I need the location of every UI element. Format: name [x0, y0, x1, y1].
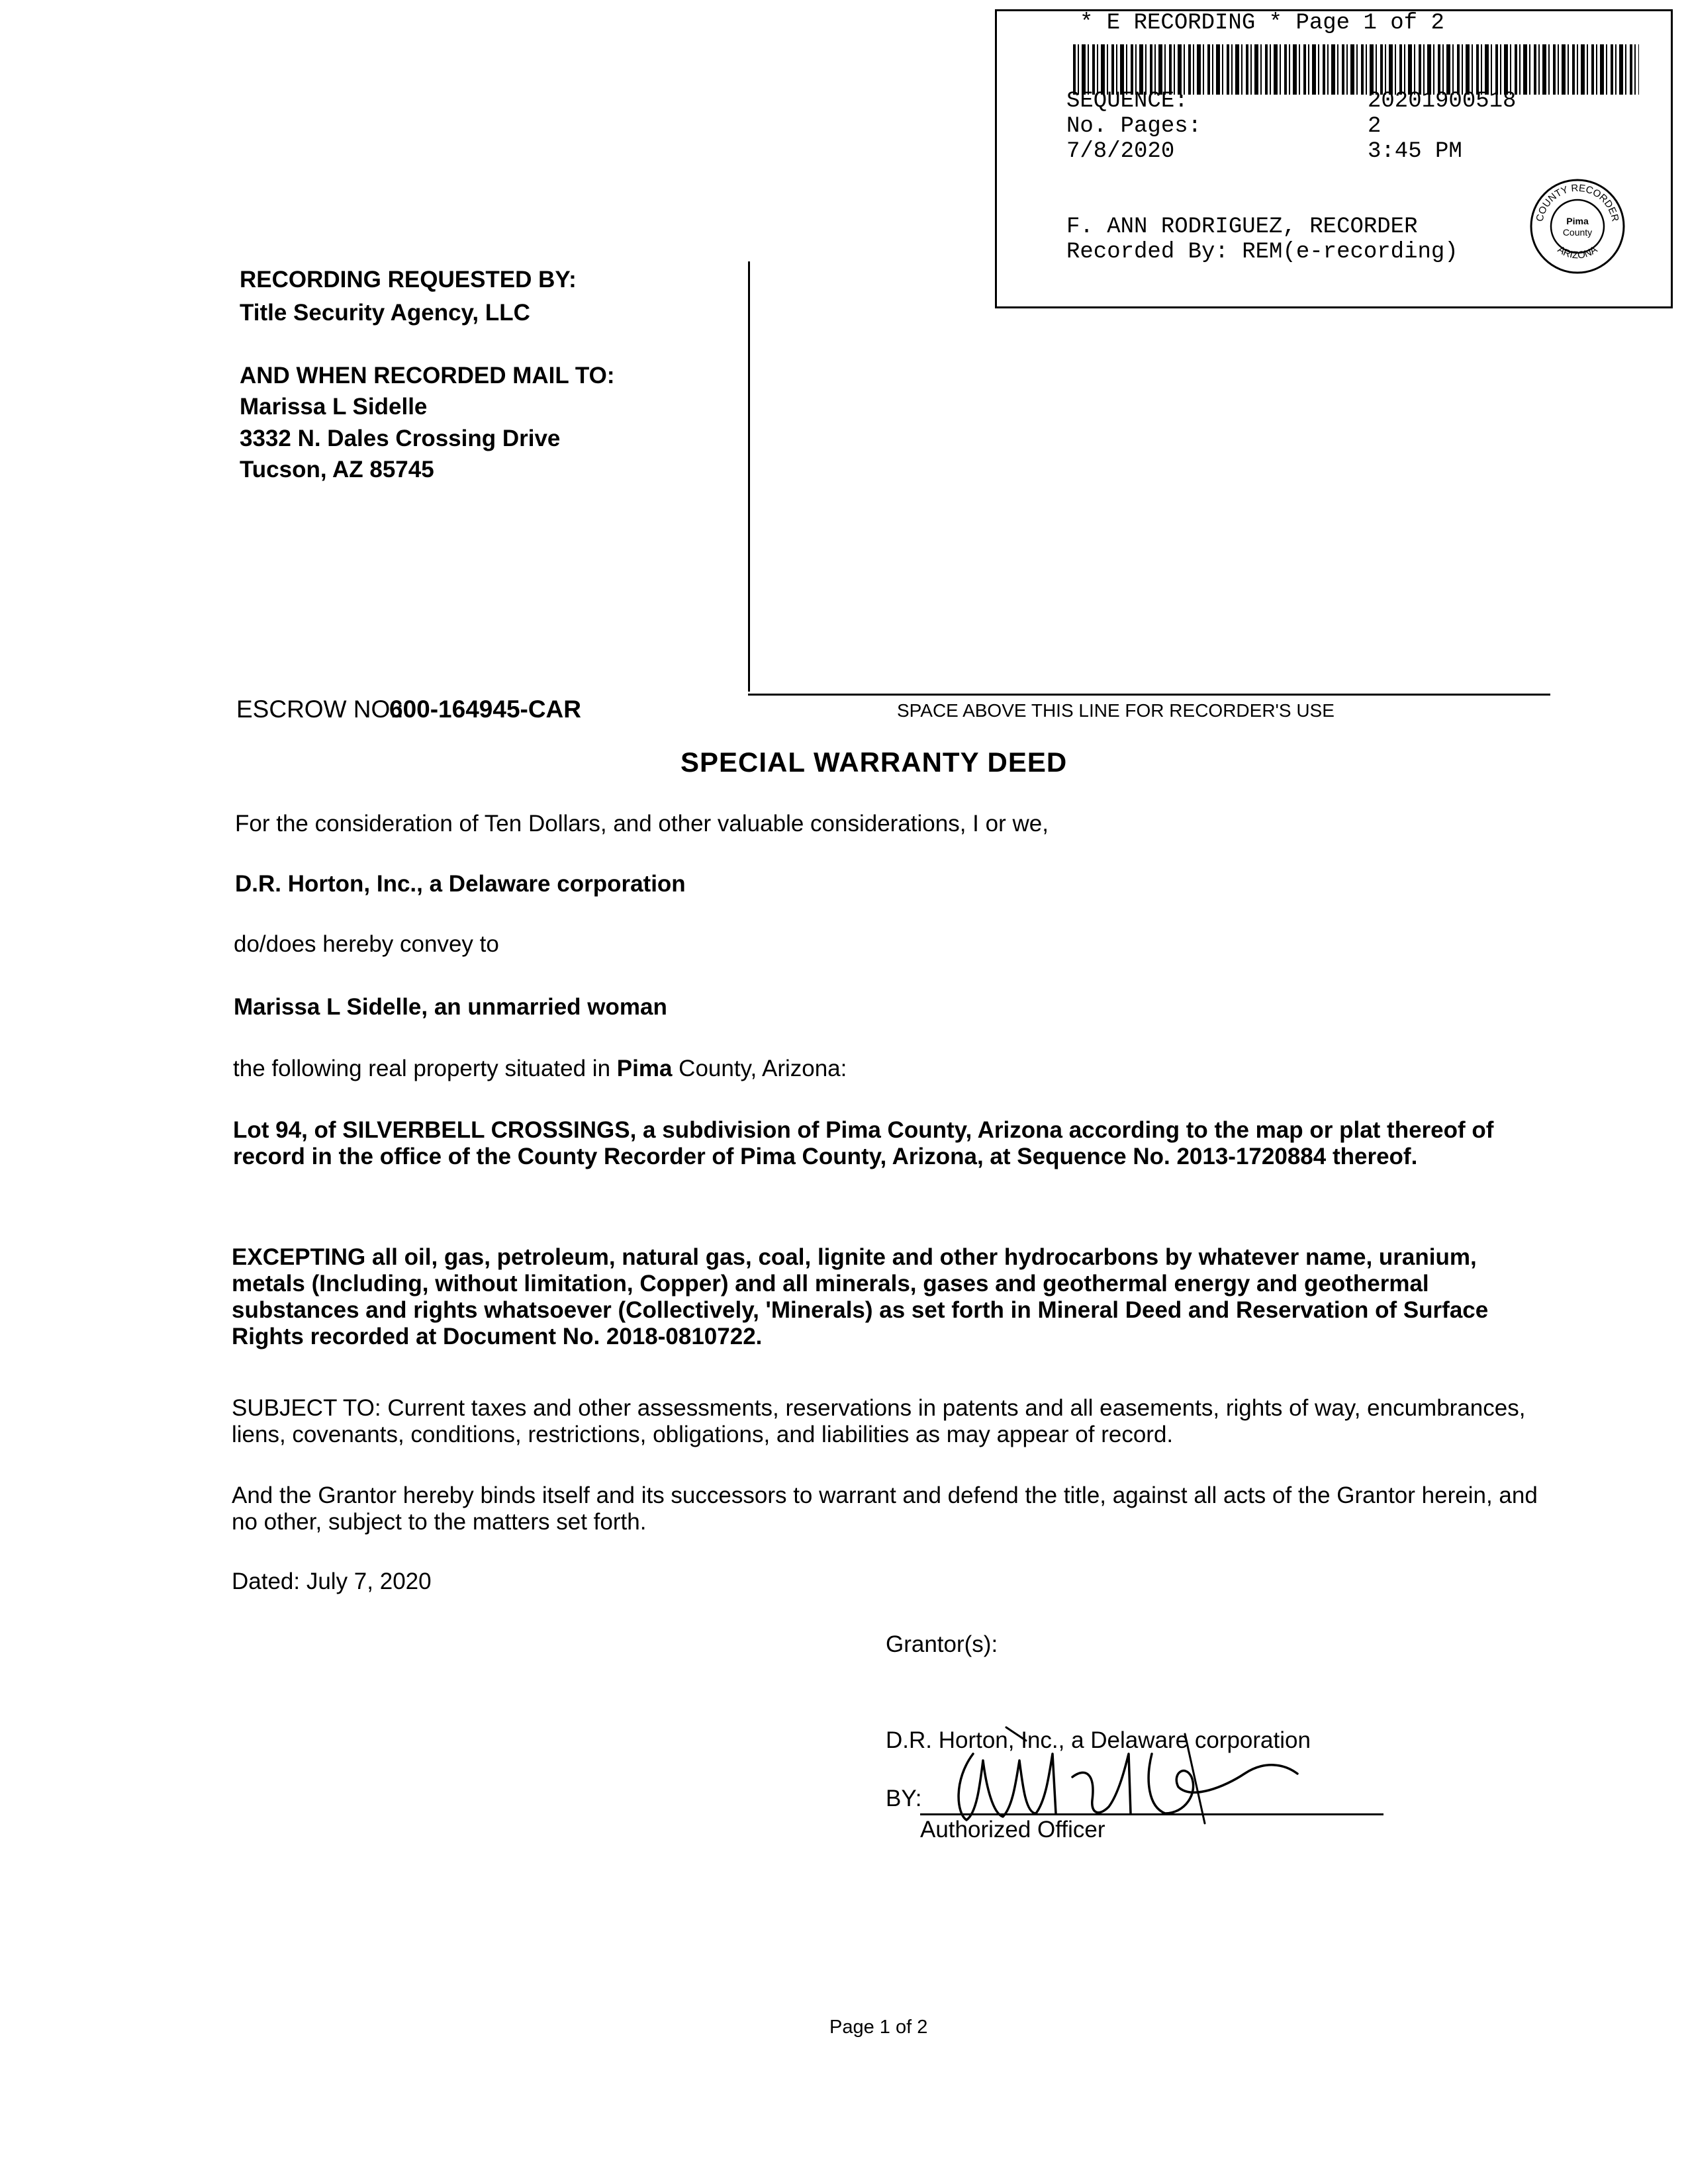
property-intro-a: the following real property situated in	[233, 1056, 617, 1081]
page-number: Page 1 of 2	[829, 2017, 928, 2038]
county-seal-icon	[1528, 177, 1627, 276]
seal-center-1: Pima	[1566, 216, 1589, 226]
deed-title: SPECIAL WARRANTY DEED	[680, 747, 1068, 778]
convey-text: do/does hereby convey to	[234, 931, 499, 957]
legal-description: Lot 94, of SILVERBELL CROSSINGS, a subdivision of Pima County, Arizona according to the map or plat thereof of record in the office of the County Recorder of Pima County, Arizona, at Sequence No. 2013-1720884 thereof.	[233, 1117, 1494, 1169]
escrow-label: ESCROW NO.:	[236, 696, 404, 723]
recorder-use-note: SPACE ABOVE THIS LINE FOR RECORDER'S USE	[897, 700, 1335, 721]
grantee-name: Marissa L Sidelle, an unmarried woman	[234, 994, 667, 1020]
dated-line: Dated: July 7, 2020	[232, 1569, 432, 1594]
pages-value: 2	[1368, 114, 1382, 139]
seal-top-text: COUNTY RECORDER	[1534, 182, 1621, 223]
by-label: BY:	[886, 1786, 922, 1811]
recorder-stamp	[995, 9, 1673, 308]
subject-to-clause: SUBJECT TO: Current taxes and other assessments, reservations in patents and all easements, rights of way, encumbrances, liens, covenants, conditions, restrictions, obligations, and liabilities as may appear of record.	[232, 1395, 1526, 1447]
recorder-name: F. ANN RODRIGUEZ, RECORDER	[1066, 214, 1418, 240]
mail-to-label: AND WHEN RECORDED MAIL TO:	[240, 363, 615, 388]
svg-text:ARIZONA	[1556, 244, 1599, 261]
recorded-by: Recorded By: REM(e-recording)	[1066, 240, 1458, 265]
grantors-label: Grantor(s):	[886, 1631, 998, 1657]
mail-to-city: Tucson, AZ 85745	[240, 457, 434, 482]
seal-bottom-text: ARIZONA	[1555, 244, 1600, 261]
record-time: 3:45 PM	[1368, 139, 1462, 164]
escrow-number: 600-164945-CAR	[389, 696, 582, 723]
authorized-officer-label: Authorized Officer	[920, 1817, 1105, 1843]
mail-to-street: 3332 N. Dales Crossing Drive	[240, 426, 561, 451]
barcode	[1073, 44, 1639, 95]
warranty-clause: And the Grantor hereby binds itself and its successors to warrant and defend the title, against all acts of the Grantor herein, and no other, subject to the matters set forth.	[232, 1482, 1538, 1535]
consideration-text: For the consideration of Ten Dollars, and other valuable considerations, I or we,	[235, 811, 1049, 837]
pages-label: No. Pages:	[1066, 114, 1202, 139]
sequence-value: 20201900518	[1368, 89, 1517, 114]
stamp-header: * E RECORDING * Page 1 of 2	[1080, 11, 1444, 36]
signature-scribble-icon	[927, 1714, 1337, 1833]
grantor-entity: D.R. Horton, Inc., a Delaware corporation	[886, 1727, 1311, 1753]
excepting-clause: EXCEPTING all oil, gas, petroleum, natural gas, coal, lignite and other hydrocarbons by whatever name, uranium, metals (Including, without limitation, Copper) and all minerals, gases and geothermal energy and geothermal substances and rights whatsoever (Collectively, 'Minerals) as set forth in Mineral Deed and Reservation of Surface Rights recorded at Document No. 2018-0810722.	[232, 1244, 1489, 1349]
recorder-area-divider	[748, 261, 750, 692]
seal-center-2: County	[1562, 227, 1593, 238]
record-date: 7/8/2020	[1066, 139, 1175, 164]
mail-to-name: Marissa L Sidelle	[240, 394, 428, 420]
property-intro-b: County, Arizona:	[672, 1056, 847, 1081]
recorder-area-baseline	[748, 694, 1550, 696]
property-intro-county: Pima	[616, 1056, 673, 1081]
requested-by-label: RECORDING REQUESTED BY:	[240, 267, 577, 293]
grantor-name: D.R. Horton, Inc., a Delaware corporation	[235, 871, 686, 897]
property-intro	[233, 1056, 847, 1082]
sequence-label: SEQUENCE:	[1066, 89, 1188, 114]
requested-by-name: Title Security Agency, LLC	[240, 300, 530, 326]
